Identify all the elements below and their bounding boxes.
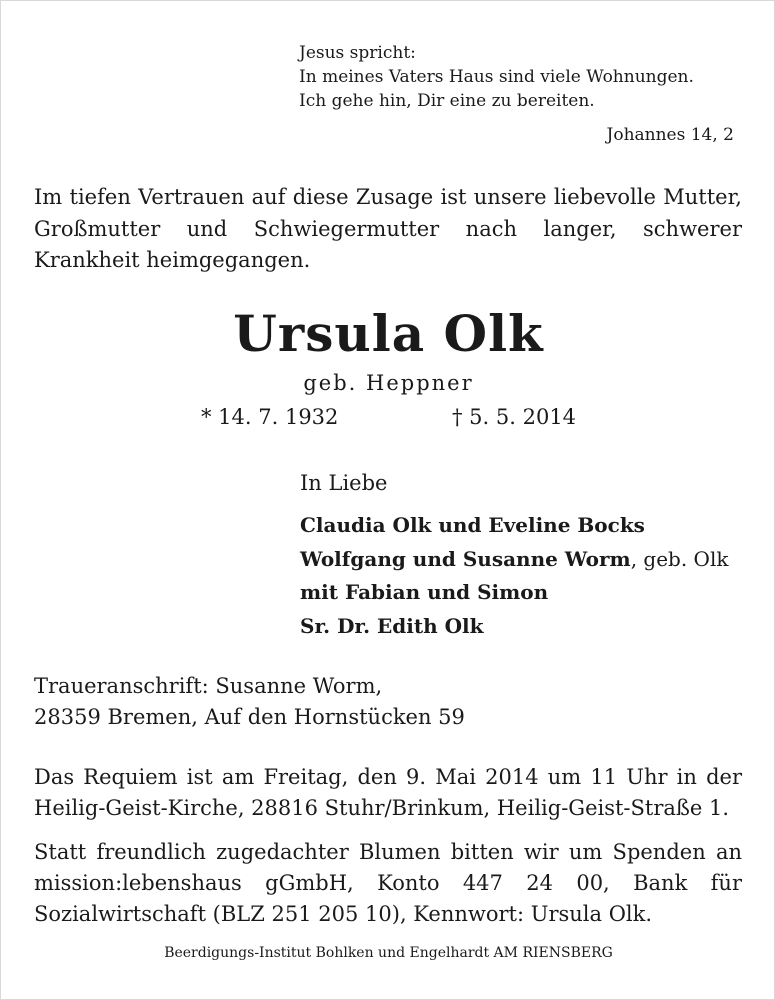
deceased-name: Ursula Olk	[233, 304, 544, 363]
birth-date: * 14. 7. 1932	[201, 405, 339, 429]
requiem-info: Das Requiem ist am Freitag, den 9. Mai 2014 um 11 Uhr in der Heilig-Geist-Kirche, 28816 Stuhr/Brinkum, Heilig-Geist-Straße 1.	[34, 765, 742, 820]
address-line-1: Traueranschrift: Susanne Worm,	[34, 674, 383, 698]
mourner-line-2: Wolfgang und Susanne Worm	[300, 546, 631, 571]
intro-text: Im tiefen Vertrauen auf diese Zusage ist unsere liebevolle Mutter, Großmutter und Schwiegermutter nach langer, schwerer Krankheit heimgegangen.	[34, 185, 742, 272]
mourner-line-4: Sr. Dr. Edith Olk	[300, 613, 484, 638]
mourning-address	[34, 671, 465, 733]
birth-name: geb. Heppner	[303, 371, 474, 395]
bible-verse	[299, 41, 694, 113]
verse-line-1: In meines Vaters Haus sind viele Wohnungen.	[299, 67, 694, 87]
verse-reference: Johannes 14, 2	[606, 125, 734, 145]
mourners-heading: In Liebe	[300, 471, 388, 495]
verse-speaker: Jesus spricht:	[299, 43, 416, 63]
donation-info: Statt freundlich zugedachter Blumen bitten wir um Spenden an mission:lebenshaus gGmbH, Konto 447 24 00, Bank für Sozialwirtschaft (BLZ 251 205 10), Kennwort: Ursula Olk.	[34, 840, 742, 926]
mourner-line-3: mit Fabian und Simon	[300, 580, 549, 604]
address-line-2: 28359 Bremen, Auf den Hornstücken 59	[34, 705, 465, 729]
death-date: † 5. 5. 2014	[452, 405, 577, 429]
funeral-home: Beerdigungs-Institut Bohlken und Engelhardt AM RIENSBERG	[164, 945, 613, 961]
mourners-list	[300, 509, 728, 643]
mourner-line-1: Claudia Olk und Eveline Bocks	[300, 513, 645, 537]
verse-line-2: Ich gehe hin, Dir eine zu bereiten.	[299, 91, 595, 111]
mourner-line-2-suffix: , geb. Olk	[630, 546, 729, 571]
